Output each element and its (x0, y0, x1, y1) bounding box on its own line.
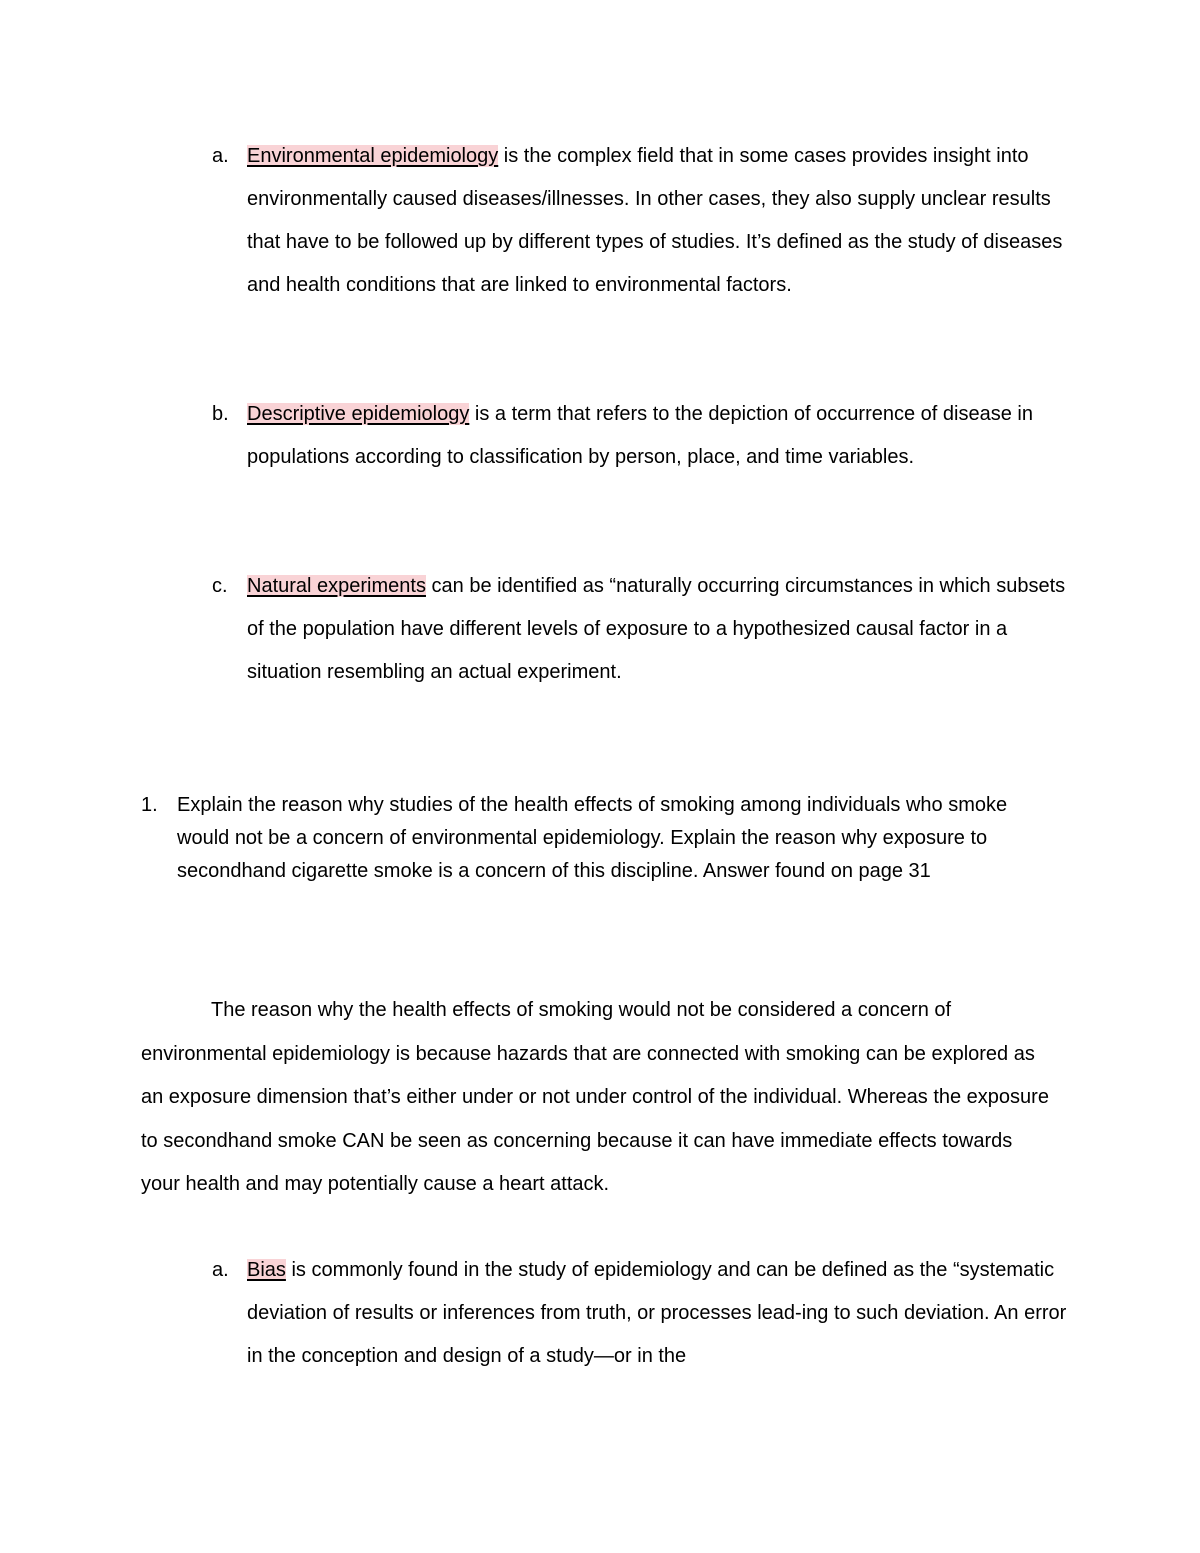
definition-item-descriptive-epidemiology (212, 393, 1072, 479)
list-marker: b. (212, 403, 229, 425)
definition-text: is commonly found in the study of epidemiology and can be defined as the “systematic deviation of results or inferences from truth, or processes lead-ing to such deviation. An error in the conception and design of a study—or in the (247, 1259, 1067, 1367)
definition-item-natural-experiments (212, 565, 1072, 694)
highlighted-term: Descriptive epidemiology (247, 403, 470, 425)
highlighted-term: Natural experiments (247, 575, 426, 597)
question-item (141, 789, 1051, 888)
highlighted-term: Environmental epidemiology (247, 145, 499, 167)
definition-body (247, 393, 1072, 479)
definition-item-environmental-epidemiology (212, 135, 1072, 307)
definition-text: is the complex field that in some cases provides insight into environmentally caused diseases/illnesses. In other cases, they also supply unclear results that have to be followed up by different types of studies. It’s defined as the study of diseases and health conditions that are linked to environmental factors. (247, 145, 1063, 296)
definition-text: is a term that refers to the depiction of occurrence of disease in populations according to classification by person, place, and time variables. (247, 403, 1033, 468)
definition-body (247, 565, 1072, 694)
highlighted-term: Bias (247, 1259, 286, 1281)
definition-body (247, 1249, 1072, 1378)
list-marker: a. (212, 145, 229, 167)
list-marker: a. (212, 1259, 229, 1281)
question-number: 1. (141, 794, 158, 816)
answer-paragraph: The reason why the health effects of smoking would not be considered a concern of environmental epidemiology is because hazards that are connected with smoking can be explored as an exposure dimension that’s either under or not under control of the individual. Whereas the exposure to secondhand smoke CAN be seen as concerning because it can have immediate effects towards your health and may potentially cause a heart attack. (141, 999, 1049, 1195)
list-marker: c. (212, 575, 228, 597)
definition-item-bias (212, 1249, 1072, 1378)
definition-text: can be identified as “naturally occurring circumstances in which subsets of the population have different levels of exposure to a hypothesized causal factor in a situation resembling an actual experiment. (247, 575, 1066, 683)
definition-body (247, 135, 1072, 307)
question-text: Explain the reason why studies of the health effects of smoking among individuals who smoke would not be a concern of environmental epidemiology. Explain the reason why exposure to secondhand cigarette smoke is a concern of this discipline. Answer found on page 31 (177, 794, 1008, 882)
